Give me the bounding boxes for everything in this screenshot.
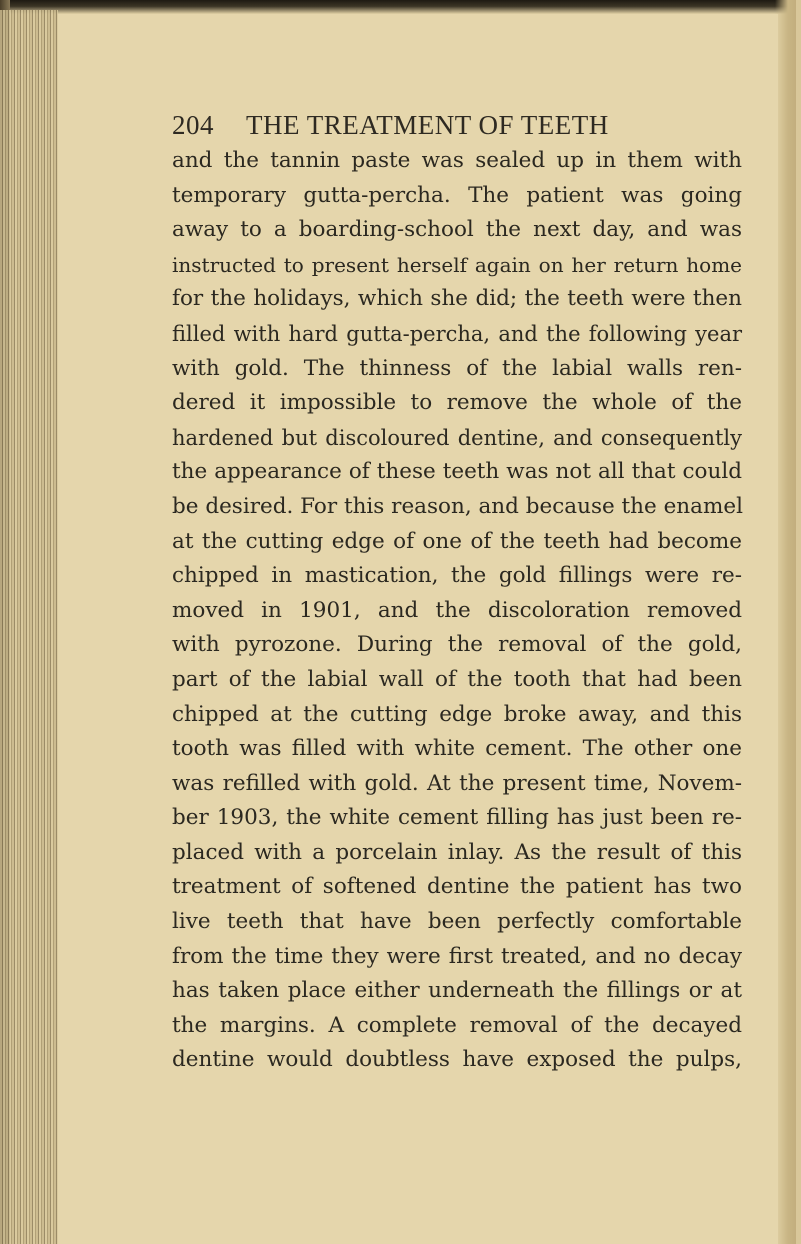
running-header [172,110,642,141]
page-edges [0,10,58,1244]
text-line: instructed to present herself again on her return home [172,252,742,277]
text-line: live teeth that have been perfectly comfortable [172,909,742,935]
text-line: chipped at the cutting edge broke away, and this [172,701,742,727]
text-line: chipped in mastication, the gold fillings were re- [172,563,742,589]
text-line: the margins. A complete removal of the decayed [172,1012,742,1038]
text-line: hardened but discoloured dentine, and consequently [172,425,742,450]
text-line: from the time they were first treated, and no decay [172,943,742,969]
text-line: away to a boarding-school the next day, and was [172,217,742,243]
text-line: tooth was filled with white cement. The other one [172,736,742,762]
text-line: was refilled with gold. At the present time, Novem- [172,770,742,796]
text-line: the appearance of these teeth was not all that could [172,459,742,485]
text-line: for the holidays, which she did; the teeth were then [172,286,742,312]
text-line: has taken place either underneath the fillings or at [172,978,742,1004]
text-line: and the tannin paste was sealed up in them with [172,148,742,173]
text-line: ber 1903, the white cement filling has just been re- [172,805,742,831]
body-text [172,144,742,1078]
right-binding [796,0,801,1244]
text-line: placed with a porcelain inlay. As the result of this [172,839,742,865]
text-line: moved in 1901, and the discoloration removed [172,597,742,623]
top-shadow [0,0,801,14]
text-line: dered it impossible to remove the whole of the [172,390,742,416]
text-line: be desired. For this reason, and because the enamel [172,493,743,519]
text-line: dentine would doubtless have exposed the pulps, [172,1047,742,1073]
running-head: THE TREATMENT OF TEETH [246,110,609,140]
text-line: temporary gutta-percha. The patient was going [172,182,742,208]
page-number: 204 [172,110,214,140]
text-line: at the cutting edge of one of the teeth had become [172,528,742,554]
text-line: part of the labial wall of the tooth that had been [172,666,742,692]
text-line: filled with hard gutta-percha, and the following year [172,321,742,346]
text-line: with pyrozone. During the removal of the gold, [172,632,742,658]
text-line: treatment of softened dentine the patient has two [172,874,742,900]
text-line: with gold. The thinness of the labial walls ren- [172,355,742,381]
